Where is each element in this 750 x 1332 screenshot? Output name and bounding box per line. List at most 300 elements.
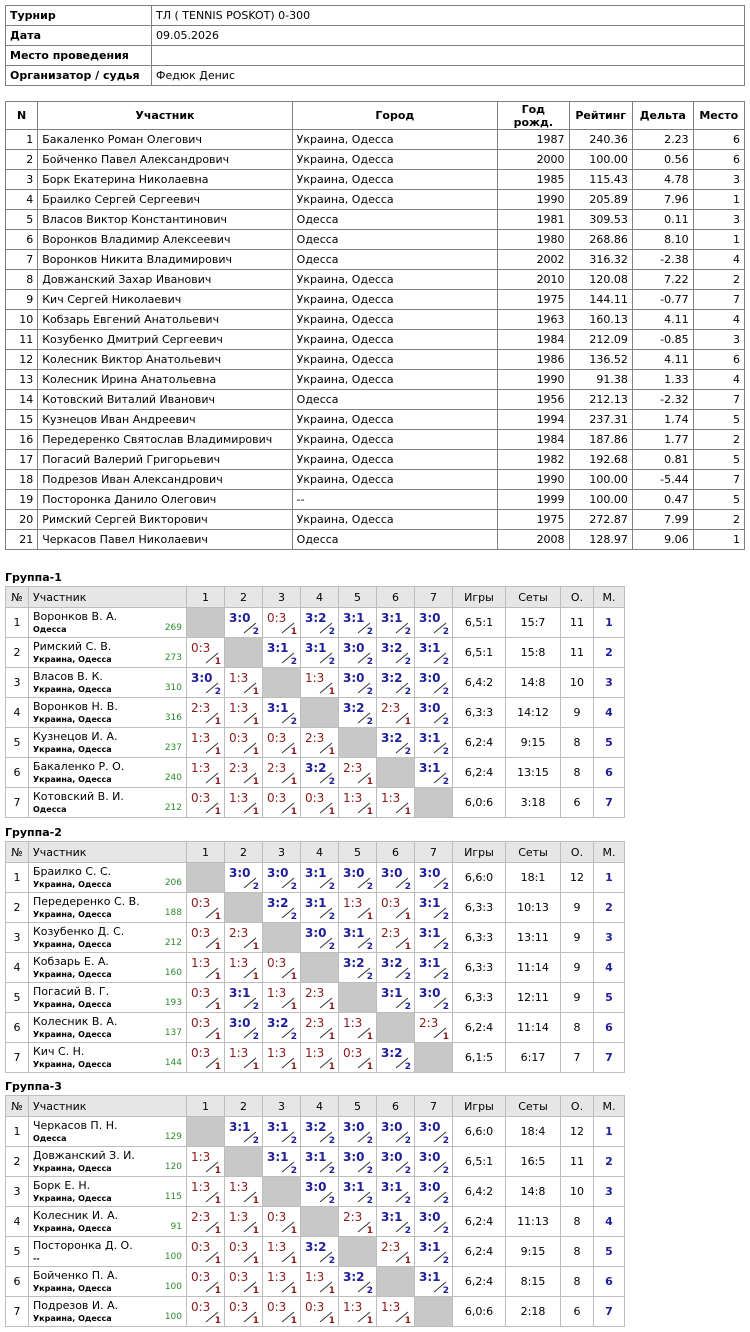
- match-result-cell[interactable]: [301, 1297, 339, 1327]
- participant-cell: Борк Екатерина Николаевна: [38, 170, 292, 190]
- player-cell: [29, 608, 187, 638]
- match-result-cell[interactable]: [339, 608, 377, 638]
- match-result-cell[interactable]: [187, 1237, 225, 1267]
- match-points: 1: [404, 1256, 411, 1266]
- row-number: 2: [6, 893, 29, 923]
- row-number: 6: [6, 1267, 29, 1297]
- participant-cell: 7.22: [632, 270, 693, 290]
- match-score: 3:2: [381, 641, 403, 655]
- match-score: 3:1: [419, 1240, 441, 1254]
- match-result-cell[interactable]: [301, 1117, 339, 1147]
- match-result-cell[interactable]: [187, 728, 225, 758]
- match-points: 2: [366, 627, 373, 637]
- match-result-cell[interactable]: [377, 788, 415, 818]
- match-result-cell[interactable]: [225, 983, 263, 1013]
- match-result-cell[interactable]: [377, 923, 415, 953]
- player-name[interactable]: Власов В. К.: [33, 670, 103, 683]
- match-result-cell[interactable]: [301, 893, 339, 923]
- match-result-cell[interactable]: [263, 1147, 301, 1177]
- place-cell: 2: [594, 893, 625, 923]
- row-number: 3: [6, 1177, 29, 1207]
- match-result-cell[interactable]: [415, 1013, 453, 1043]
- player-rating: 100: [164, 1312, 182, 1322]
- match-result-cell[interactable]: [301, 863, 339, 893]
- match-result-cell[interactable]: [415, 1117, 453, 1147]
- place-cell: 4: [594, 1207, 625, 1237]
- match-result-cell[interactable]: [263, 608, 301, 638]
- participant-cell: Кузнецов Иван Андреевич: [38, 410, 292, 430]
- match-result-cell[interactable]: [339, 668, 377, 698]
- match-result-cell[interactable]: [415, 1237, 453, 1267]
- match-result: [301, 758, 338, 787]
- match-result-cell[interactable]: [339, 953, 377, 983]
- match-result-cell[interactable]: [339, 1207, 377, 1237]
- match-result-cell[interactable]: [415, 698, 453, 728]
- player-rating: 144: [164, 1058, 182, 1068]
- match-points: 1: [290, 1062, 297, 1072]
- match-points: 1: [290, 1286, 297, 1296]
- match-result-cell[interactable]: [263, 1267, 301, 1297]
- participant-cell: 1.74: [632, 410, 693, 430]
- player-name[interactable]: Кич С. Н.: [33, 1045, 85, 1058]
- player-name[interactable]: Кузнецов И. А.: [33, 730, 118, 743]
- participant-cell: 5: [6, 210, 38, 230]
- participant-cell: 4: [693, 370, 744, 390]
- match-result: [339, 1117, 376, 1146]
- group-row: [6, 668, 625, 698]
- match-points: 2: [328, 657, 335, 667]
- match-result-cell[interactable]: [415, 1147, 453, 1177]
- match-result-cell[interactable]: [301, 758, 339, 788]
- match-result-cell[interactable]: [377, 728, 415, 758]
- match-result: [263, 1297, 300, 1326]
- participant-row: [6, 190, 745, 210]
- games-cell: 6,2:4: [453, 728, 506, 758]
- match-result-cell[interactable]: [225, 1207, 263, 1237]
- match-result-cell[interactable]: [339, 1297, 377, 1327]
- match-result-cell[interactable]: [187, 758, 225, 788]
- match-result-cell[interactable]: [377, 1297, 415, 1327]
- match-result-cell[interactable]: [225, 1297, 263, 1327]
- participant-cell: 6: [693, 350, 744, 370]
- participant-cell: 212.09: [569, 330, 632, 350]
- participant-cell: -5.44: [632, 470, 693, 490]
- match-result-cell[interactable]: [263, 1013, 301, 1043]
- match-result-cell[interactable]: [415, 953, 453, 983]
- participant-cell: 240.36: [569, 130, 632, 150]
- participant-cell: Кобзарь Евгений Анатольевич: [38, 310, 292, 330]
- match-result-cell[interactable]: [225, 1013, 263, 1043]
- match-points: 1: [290, 777, 297, 787]
- match-result-cell[interactable]: [339, 1177, 377, 1207]
- match-score: 0:3: [191, 1270, 211, 1284]
- match-result-cell[interactable]: [187, 1043, 225, 1073]
- match-result-cell[interactable]: [377, 953, 415, 983]
- match-result-cell[interactable]: [187, 788, 225, 818]
- match-score: 0:3: [229, 731, 249, 745]
- match-result-cell[interactable]: [263, 728, 301, 758]
- match-score: 1:3: [343, 896, 363, 910]
- match-result-cell[interactable]: [187, 983, 225, 1013]
- match-result-cell[interactable]: [339, 1043, 377, 1073]
- match-result-cell[interactable]: [415, 1207, 453, 1237]
- participant-cell: 13: [6, 370, 38, 390]
- player-name[interactable]: Колесник И. А.: [33, 1209, 119, 1222]
- player-city: Украина, Одесса: [33, 1224, 112, 1233]
- match-result-cell[interactable]: [263, 638, 301, 668]
- sets-cell: 13:15: [506, 758, 561, 788]
- participant-cell: 1984: [498, 430, 570, 450]
- match-score: 1:3: [229, 671, 249, 685]
- participant-cell: 1: [693, 190, 744, 210]
- match-result-cell[interactable]: [263, 1117, 301, 1147]
- match-points: 1: [214, 1316, 221, 1326]
- player-name[interactable]: Кобзарь Е. А.: [33, 955, 109, 968]
- match-result-cell[interactable]: [263, 698, 301, 728]
- match-points: 1: [404, 807, 411, 817]
- participant-cell: 1986: [498, 350, 570, 370]
- player-name[interactable]: Котовский В. И.: [33, 790, 124, 803]
- group-title: Группа-3: [5, 1080, 62, 1093]
- match-points: 1: [252, 1256, 259, 1266]
- match-points: 2: [442, 747, 449, 757]
- player-name[interactable]: Колесник В. А.: [33, 1015, 118, 1028]
- match-score: 0:3: [267, 791, 287, 805]
- match-score: 3:0: [381, 866, 403, 880]
- group-block: [5, 825, 616, 1073]
- row-number: 3: [6, 923, 29, 953]
- participant-cell: 11: [6, 330, 38, 350]
- player-rating: 91: [170, 1222, 182, 1232]
- match-points: 1: [252, 1226, 259, 1236]
- match-points: 2: [290, 912, 297, 922]
- player-name[interactable]: Черкасов П. Н.: [33, 1119, 118, 1132]
- match-result-cell[interactable]: [225, 1177, 263, 1207]
- match-result: [415, 608, 452, 637]
- match-result-cell[interactable]: [225, 1237, 263, 1267]
- match-result-cell[interactable]: [225, 953, 263, 983]
- match-result: [225, 728, 262, 757]
- player-name[interactable]: Передеренко С. В.: [33, 895, 140, 908]
- games-cell: 6,2:4: [453, 1207, 506, 1237]
- match-result-cell[interactable]: [301, 1237, 339, 1267]
- match-result-cell[interactable]: [263, 758, 301, 788]
- match-result-cell[interactable]: [301, 1177, 339, 1207]
- match-score: 3:1: [381, 611, 403, 625]
- match-points: 1: [290, 1256, 297, 1266]
- player-name[interactable]: Борк Е. Н.: [33, 1179, 91, 1192]
- match-result-cell[interactable]: [301, 923, 339, 953]
- match-result-cell[interactable]: [187, 893, 225, 923]
- row-number: 7: [6, 788, 29, 818]
- match-result-cell[interactable]: [263, 953, 301, 983]
- match-result-cell[interactable]: [187, 698, 225, 728]
- sets-cell: 15:8: [506, 638, 561, 668]
- participant-cell: 3: [6, 170, 38, 190]
- participant-cell: Котовский Виталий Иванович: [38, 390, 292, 410]
- match-points: 2: [442, 1286, 449, 1296]
- self-match-cell: [225, 893, 263, 923]
- player-rating: 160: [164, 968, 182, 978]
- player-city: Украина, Одесса: [33, 1164, 112, 1173]
- match-result-cell[interactable]: [225, 698, 263, 728]
- match-score: 0:3: [267, 611, 287, 625]
- participant-cell: 7.99: [632, 510, 693, 530]
- match-result-cell[interactable]: [415, 638, 453, 668]
- match-result-cell[interactable]: [415, 758, 453, 788]
- player-name[interactable]: Погасий В. Г.: [33, 985, 110, 998]
- match-result-cell[interactable]: [301, 1267, 339, 1297]
- match-result-cell[interactable]: [263, 1297, 301, 1327]
- match-result-cell[interactable]: [415, 668, 453, 698]
- match-score: 1:3: [305, 671, 325, 685]
- match-result-cell[interactable]: [415, 1177, 453, 1207]
- match-result-cell[interactable]: [225, 1267, 263, 1297]
- participants-header: Место: [693, 102, 744, 130]
- match-result-cell[interactable]: [225, 758, 263, 788]
- match-score: 3:0: [381, 1150, 403, 1164]
- match-points: 2: [404, 1226, 411, 1236]
- match-result-cell[interactable]: [377, 1117, 415, 1147]
- player-name[interactable]: Римский С. В.: [33, 640, 112, 653]
- player-name[interactable]: Бакаленко Р. О.: [33, 760, 125, 773]
- match-points: 2: [404, 1062, 411, 1072]
- match-result-cell[interactable]: [263, 788, 301, 818]
- match-result-cell[interactable]: [225, 863, 263, 893]
- participant-cell: 4.78: [632, 170, 693, 190]
- points-cell: 12: [561, 1117, 594, 1147]
- match-result-cell[interactable]: [339, 638, 377, 668]
- match-result-cell[interactable]: [263, 1207, 301, 1237]
- match-points: 2: [366, 657, 373, 667]
- match-result-cell[interactable]: [377, 1043, 415, 1073]
- match-result-cell[interactable]: [225, 608, 263, 638]
- match-result: [339, 863, 376, 892]
- match-result-cell[interactable]: [415, 983, 453, 1013]
- match-points: 2: [442, 912, 449, 922]
- match-result-cell[interactable]: [377, 668, 415, 698]
- participant-cell: 144.11: [569, 290, 632, 310]
- participant-row: [6, 490, 745, 510]
- match-result-cell[interactable]: [339, 1117, 377, 1147]
- match-result-cell[interactable]: [377, 608, 415, 638]
- match-result-cell[interactable]: [187, 1297, 225, 1327]
- match-result-cell[interactable]: [301, 788, 339, 818]
- participant-cell: 6: [693, 130, 744, 150]
- match-result: [377, 1297, 414, 1326]
- match-points: 2: [290, 657, 297, 667]
- games-cell: 6,4:2: [453, 668, 506, 698]
- participant-cell: 6: [6, 230, 38, 250]
- match-result-cell[interactable]: [415, 923, 453, 953]
- match-result-cell[interactable]: [301, 638, 339, 668]
- match-result-cell[interactable]: [301, 608, 339, 638]
- points-cell: 8: [561, 1013, 594, 1043]
- participant-cell: 8.10: [632, 230, 693, 250]
- group-row: [6, 983, 625, 1013]
- player-name[interactable]: Воронков Н. В.: [33, 700, 118, 713]
- group-header: 5: [339, 1096, 377, 1117]
- match-result: [377, 863, 414, 892]
- participant-cell: 5: [693, 450, 744, 470]
- match-result-cell[interactable]: [377, 1237, 415, 1267]
- info-value: Федюк Денис: [152, 66, 745, 86]
- match-result-cell[interactable]: [301, 668, 339, 698]
- match-result-cell[interactable]: [187, 1177, 225, 1207]
- participant-cell: 4.11: [632, 350, 693, 370]
- match-points: 1: [328, 1032, 335, 1042]
- group-header: 4: [301, 1096, 339, 1117]
- participant-row: [6, 310, 745, 330]
- match-result-cell[interactable]: [339, 893, 377, 923]
- row-number: 1: [6, 863, 29, 893]
- participant-row: [6, 290, 745, 310]
- row-number: 4: [6, 698, 29, 728]
- match-result-cell[interactable]: [225, 923, 263, 953]
- match-result: [187, 1267, 224, 1296]
- participant-cell: 2002: [498, 250, 570, 270]
- match-result-cell[interactable]: [187, 1013, 225, 1043]
- match-result-cell[interactable]: [377, 698, 415, 728]
- match-result-cell[interactable]: [339, 1013, 377, 1043]
- match-result-cell[interactable]: [377, 863, 415, 893]
- match-points: 1: [214, 1062, 221, 1072]
- match-result-cell[interactable]: [339, 758, 377, 788]
- participants-header: Год рожд.: [498, 102, 570, 130]
- match-points: 2: [252, 882, 259, 892]
- match-score: 3:2: [305, 761, 327, 775]
- match-score: 3:2: [305, 1120, 327, 1134]
- player-name[interactable]: Посторонка Д. О.: [33, 1239, 133, 1252]
- match-points: 1: [214, 1226, 221, 1236]
- match-score: 3:2: [381, 671, 403, 685]
- participant-cell: 7: [693, 290, 744, 310]
- match-points: 1: [214, 972, 221, 982]
- group-header: 7: [415, 842, 453, 863]
- info-label: Турнир: [6, 6, 152, 26]
- group-header: О.: [561, 1096, 594, 1117]
- match-result: [263, 608, 300, 637]
- match-result-cell[interactable]: [263, 983, 301, 1013]
- player-name[interactable]: Козубенко Д. С.: [33, 925, 125, 938]
- match-result-cell[interactable]: [339, 923, 377, 953]
- self-match-cell: [263, 923, 301, 953]
- participant-cell: 0.56: [632, 150, 693, 170]
- match-points: 2: [404, 1136, 411, 1146]
- match-points: 1: [252, 777, 259, 787]
- match-result-cell[interactable]: [301, 1013, 339, 1043]
- player-rating: 212: [164, 938, 182, 948]
- match-result: [339, 1297, 376, 1326]
- match-result-cell[interactable]: [301, 728, 339, 758]
- match-result-cell[interactable]: [301, 1147, 339, 1177]
- match-result-cell[interactable]: [263, 1237, 301, 1267]
- match-result-cell[interactable]: [225, 1043, 263, 1073]
- self-match-cell: [415, 788, 453, 818]
- participant-cell: 5: [693, 490, 744, 510]
- sets-cell: 2:18: [506, 1297, 561, 1327]
- match-result-cell[interactable]: [339, 1267, 377, 1297]
- match-result-cell[interactable]: [377, 638, 415, 668]
- group-header: 4: [301, 587, 339, 608]
- match-result-cell[interactable]: [339, 1147, 377, 1177]
- match-score: 3:2: [343, 701, 365, 715]
- match-result-cell[interactable]: [187, 1207, 225, 1237]
- group-header: 4: [301, 842, 339, 863]
- match-result-cell[interactable]: [187, 1147, 225, 1177]
- match-points: 2: [252, 1002, 259, 1012]
- match-result-cell[interactable]: [225, 1117, 263, 1147]
- row-number: 5: [6, 728, 29, 758]
- match-result-cell[interactable]: [263, 1043, 301, 1073]
- info-row: [6, 66, 745, 86]
- match-result-cell[interactable]: [339, 863, 377, 893]
- player-name[interactable]: Бойченко П. А.: [33, 1269, 119, 1282]
- match-result-cell[interactable]: [187, 668, 225, 698]
- match-result: [301, 1147, 338, 1176]
- match-score: 1:3: [229, 1046, 249, 1060]
- match-score: 3:1: [267, 1150, 289, 1164]
- match-result-cell[interactable]: [263, 893, 301, 923]
- player-city: Одесса: [33, 1134, 67, 1143]
- match-result: [415, 1177, 452, 1206]
- match-score: 1:3: [229, 956, 249, 970]
- match-result-cell[interactable]: [225, 788, 263, 818]
- match-points: 1: [404, 912, 411, 922]
- player-name[interactable]: Довжанский З. И.: [33, 1149, 135, 1162]
- match-result-cell[interactable]: [263, 863, 301, 893]
- match-result-cell[interactable]: [415, 1267, 453, 1297]
- group-header: О.: [561, 842, 594, 863]
- participant-cell: 1.77: [632, 430, 693, 450]
- match-result-cell[interactable]: [377, 1207, 415, 1237]
- match-result-cell[interactable]: [377, 893, 415, 923]
- match-score: 3:0: [419, 611, 441, 625]
- match-points: 2: [290, 882, 297, 892]
- player-name[interactable]: Браилко С. С.: [33, 865, 112, 878]
- match-result-cell[interactable]: [415, 608, 453, 638]
- participant-cell: Браилко Сергей Сергеевич: [38, 190, 292, 210]
- match-result-cell[interactable]: [377, 1147, 415, 1177]
- participant-cell: 14: [6, 390, 38, 410]
- player-name[interactable]: Воронков В. А.: [33, 610, 118, 623]
- match-score: 1:3: [191, 956, 211, 970]
- match-result-cell[interactable]: [187, 923, 225, 953]
- match-points: 1: [214, 1032, 221, 1042]
- match-result-cell[interactable]: [415, 728, 453, 758]
- match-result: [415, 698, 452, 727]
- match-result-cell[interactable]: [301, 1043, 339, 1073]
- match-result-cell[interactable]: [339, 698, 377, 728]
- match-result: [225, 608, 262, 637]
- match-result-cell[interactable]: [301, 983, 339, 1013]
- player-cell: [29, 788, 187, 818]
- match-result-cell[interactable]: [187, 953, 225, 983]
- match-result-cell[interactable]: [187, 1267, 225, 1297]
- match-result-cell[interactable]: [225, 728, 263, 758]
- match-result-cell[interactable]: [377, 1177, 415, 1207]
- match-result: [377, 638, 414, 667]
- match-result: [301, 893, 338, 922]
- participant-row: [6, 410, 745, 430]
- match-result-cell[interactable]: [225, 668, 263, 698]
- match-result-cell[interactable]: [415, 863, 453, 893]
- match-result-cell[interactable]: [187, 638, 225, 668]
- player-name[interactable]: Подрезов И. А.: [33, 1299, 119, 1312]
- match-result-cell[interactable]: [377, 983, 415, 1013]
- match-result-cell[interactable]: [339, 788, 377, 818]
- match-result-cell[interactable]: [415, 893, 453, 923]
